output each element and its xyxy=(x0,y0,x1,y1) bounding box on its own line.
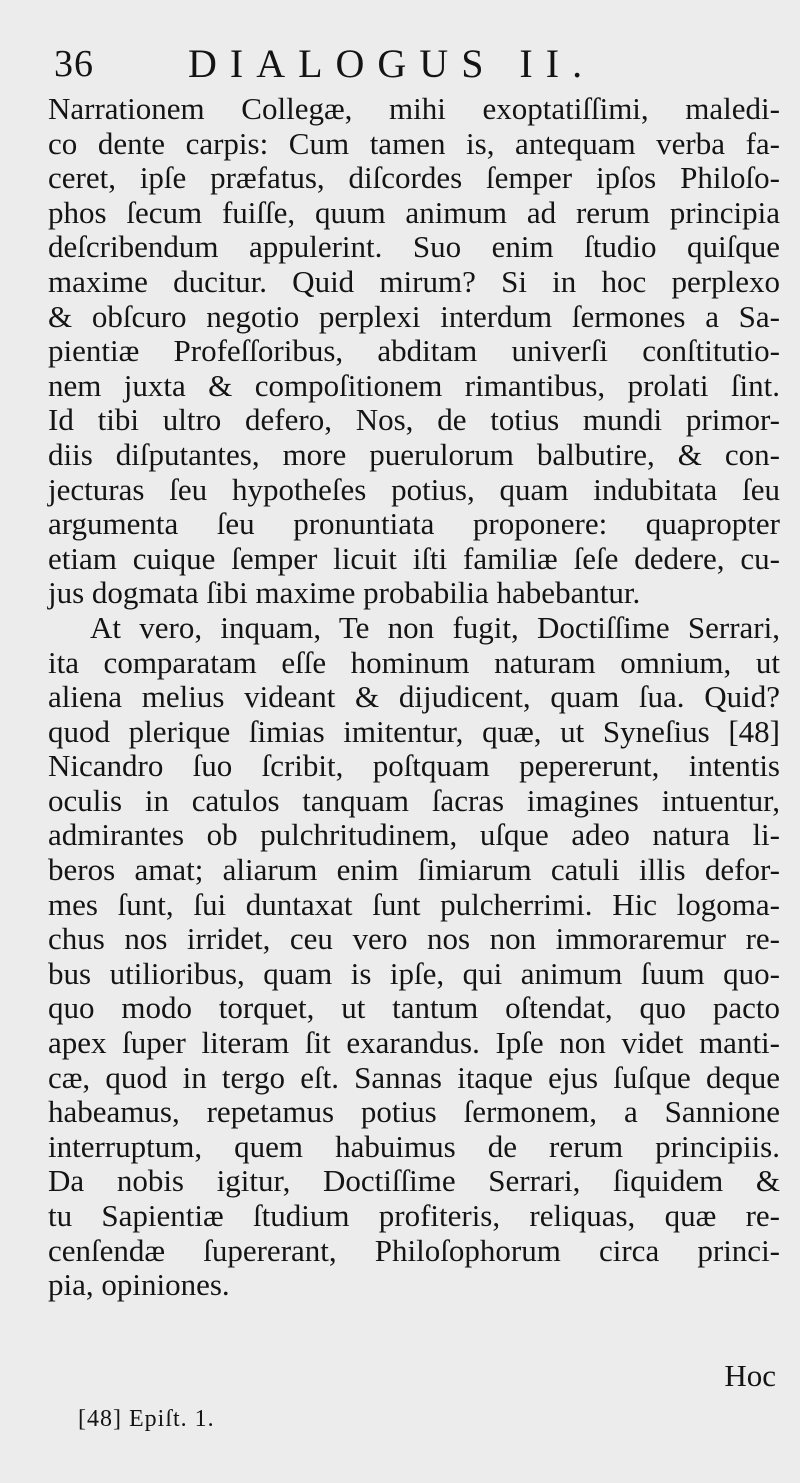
text-line: oculis in catulos tanquam ſacras imagines intuentur, xyxy=(48,782,780,818)
text-line: ita comparatam eſſe hominum naturam omnium, ut xyxy=(48,644,780,680)
text-line: argumenta ſeu pronuntiata proponere: quapropter xyxy=(48,506,780,542)
text-line: Da nobis igitur, Doctiſſime Serrari, ſiquidem & xyxy=(48,1163,780,1199)
text-line: beros amat; aliarum enim ſimiarum catuli illis defor- xyxy=(48,852,780,888)
text-line: quod plerique ſimias imitentur, quæ, ut Syneſius [48] xyxy=(48,713,780,749)
text-line: maxime ducitur. Quid mirum? Si in hoc perplexo xyxy=(48,263,780,299)
text-line: cæ, quod in tergo eſt. Sannas itaque ejus ſuſque deque xyxy=(48,1059,780,1095)
body-text xyxy=(48,92,780,1303)
running-title: DIALOGUS II. xyxy=(188,41,596,86)
text-line: Nicandro ſuo ſcribit, poſtquam pepererunt, intentis xyxy=(48,748,780,784)
text-line: nem juxta & compoſitionem rimantibus, prolati ſint. xyxy=(48,367,780,403)
text-line: interruptum, quem habuimus de rerum principiis. xyxy=(48,1128,780,1164)
page-number: 36 xyxy=(54,43,94,85)
text-line: aliena melius videant & dijudicent, quam ſua. Quid? xyxy=(48,679,780,715)
text-line: diis diſputantes, more puerulorum balbutire, & con- xyxy=(48,436,780,472)
text-line: quo modo torquet, ut tantum oſtendat, quo pacto xyxy=(48,990,780,1026)
text-line: Id tibi ultro defero, Nos, de totius mundi primor- xyxy=(48,402,780,438)
text-line: deſcribendum appulerint. Suo enim ſtudio quiſque xyxy=(48,229,780,265)
text-line: & obſcuro negotio perplexi interdum ſermones a Sa- xyxy=(48,298,780,334)
catchword: Hoc xyxy=(724,1358,776,1393)
footnote: [48] Epiſt. 1. xyxy=(78,1406,215,1432)
text-line: apex ſuper literam ſit exarandus. Ipſe non videt manti- xyxy=(48,1025,780,1061)
text-line: ceret, ipſe præfatus, diſcordes ſemper ipſos Philoſo- xyxy=(48,160,780,196)
text-line: etiam cuique ſemper licuit iſti familiæ ſeſe dedere, cu- xyxy=(48,540,780,576)
text-line: co dente carpis: Cum tamen is, antequam verba fa- xyxy=(48,125,780,161)
text-line: At vero, inquam, Te non fugit, Doctiſſime Serrari, xyxy=(90,609,780,645)
text-line: jecturas ſeu hypotheſes potius, quam indubitata ſeu xyxy=(48,471,780,507)
text-line: pientiæ Profeſſoribus, abditam univerſi conſtitutio- xyxy=(48,333,780,369)
text-line: pia, opiniones. xyxy=(48,1267,230,1303)
text-line: cenſendæ ſupererant, Philoſophorum circa princi- xyxy=(48,1232,780,1268)
text-line: bus utilioribus, quam is ipſe, qui animum ſuum quo- xyxy=(48,955,780,991)
text-line: chus nos irridet, ceu vero nos non immoraremur re- xyxy=(48,921,780,957)
page-header xyxy=(40,36,740,96)
text-line: jus dogmata ſibi maxime probabilia habebantur. xyxy=(48,575,641,611)
text-line: tu Sapientiæ ſtudium profiteris, reliquas, quæ re- xyxy=(48,1198,780,1233)
text-line: Narrationem Collegæ, mihi exoptatiſſimi, maledi- xyxy=(48,91,780,126)
text-line: mes ſunt, ſui duntaxat ſunt pulcherrimi. Hic logoma- xyxy=(48,886,780,922)
text-line: phos ſecum fuiſſe, quum animum ad rerum principia xyxy=(48,194,780,230)
text-line: admirantes ob pulchritudinem, uſque adeo natura li- xyxy=(48,817,780,853)
text-line: habeamus, repetamus potius ſermonem, a Sannione xyxy=(48,1094,780,1130)
